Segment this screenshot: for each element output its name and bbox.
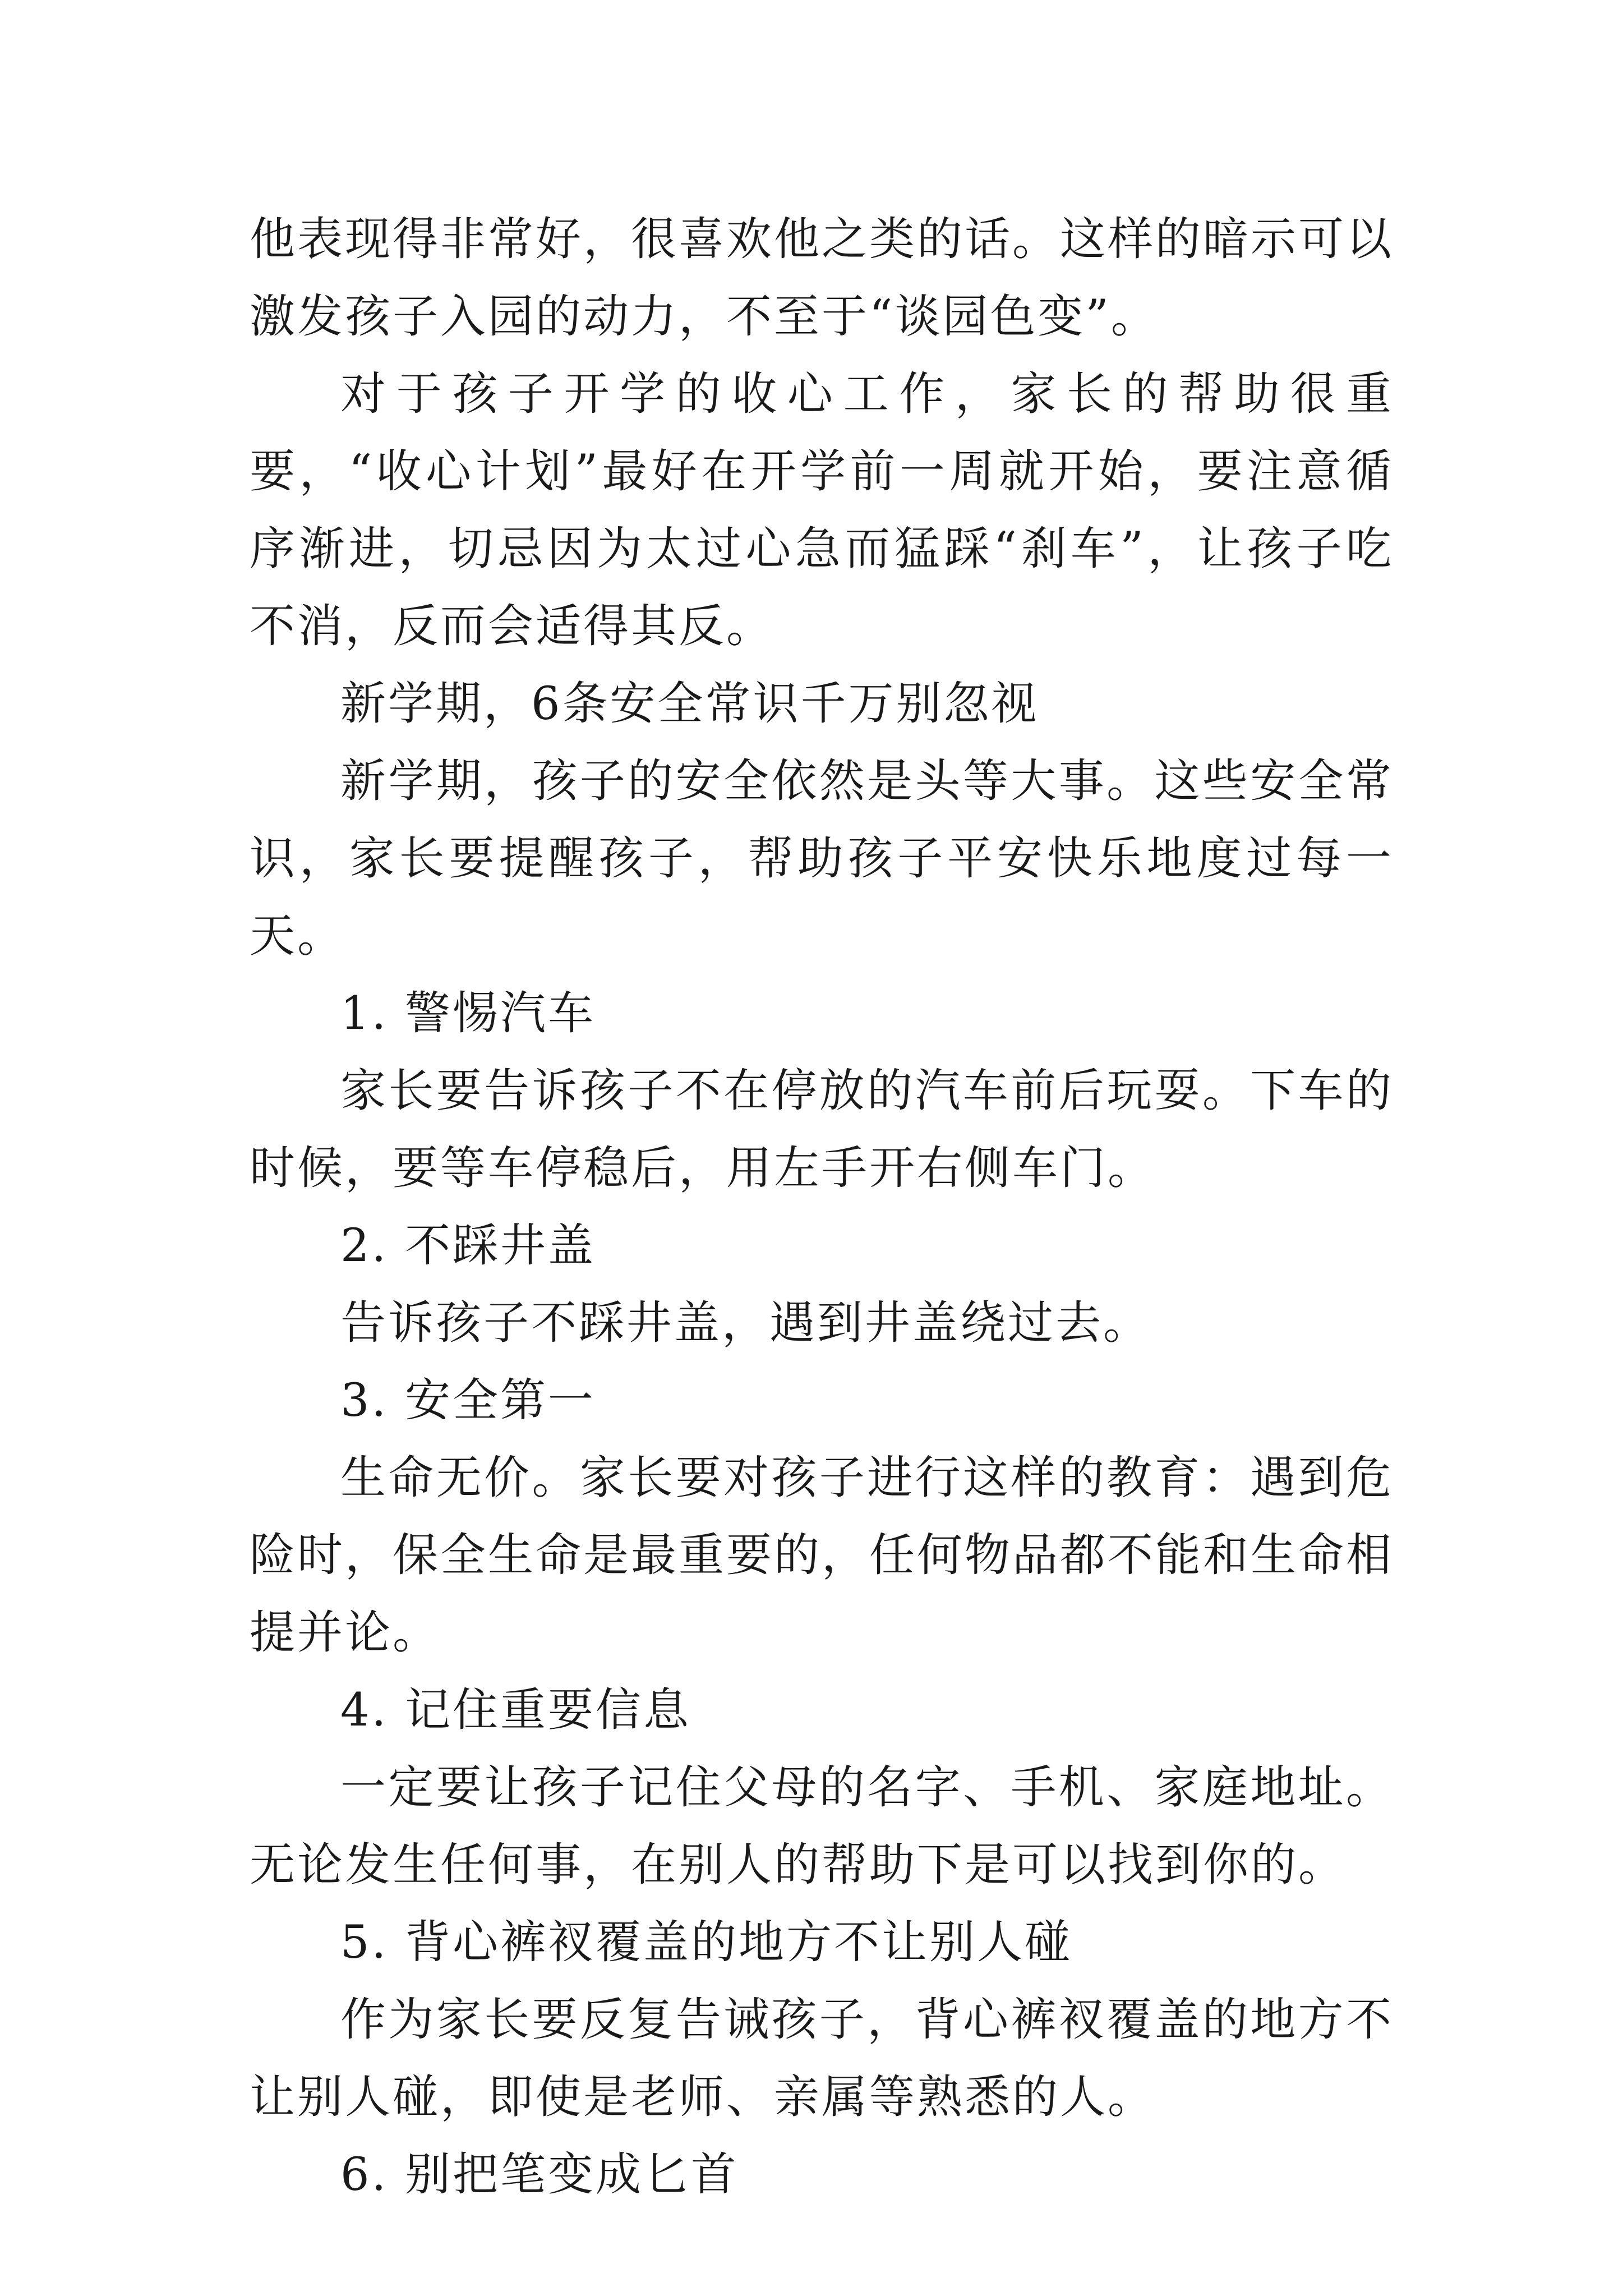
list-body-3: 生命无价。家长要对孩子进行这样的教育：遇到危险时，保全生命是最重要的，任何物品都不能和生命相提并论。 [250, 1452, 1394, 1659]
paragraph-continuation: 他表现得非常好，很喜欢他之类的话。这样的暗示可以激发孩子入园的动力，不至于“谈园色变”。 [250, 213, 1394, 343]
paragraph-safety-intro: 新学期，孩子的安全依然是头等大事。这些安全常识，家长要提醒孩子，帮助孩子平安快乐地度过每一天。 [250, 755, 1394, 963]
section-heading-safety: 新学期，6条安全常识千万别忽视 [340, 678, 1039, 730]
body-text [250, 201, 1394, 2214]
list-heading-1: 1. 警惕汽车 [340, 987, 596, 1040]
list-heading-2: 2. 不踩井盖 [340, 1220, 596, 1272]
list-heading-3: 3. 安全第一 [340, 1374, 596, 1427]
list-body-2: 告诉孩子不踩井盖，遇到井盖绕过去。 [340, 1297, 1151, 1350]
list-body-5: 作为家长要反复告诫孩子，背心裤衩覆盖的地方不让别人碰，即使是老师、亲属等熟悉的人。 [250, 1994, 1394, 2124]
paragraph-return-plan: 对于孩子开学的收心工作，家长的帮助很重要，“收心计划”最好在开学前一周就开始，要注意循序渐进，切忌因为太过心急而猛踩“刹车”，让孩子吃不消，反而会适得其反。 [250, 368, 1394, 653]
list-body-4: 一定要让孩子记住父母的名字、手机、家庭地址。无论发生任何事，在别人的帮助下是可以找到你的。 [250, 1761, 1394, 1892]
list-body-1: 家长要告诉孩子不在停放的汽车前后玩耍。下车的时候，要等车停稳后，用左手开右侧车门。 [250, 1065, 1394, 1195]
list-heading-6: 6. 别把笔变成匕首 [340, 2148, 739, 2201]
list-heading-4: 4. 记住重要信息 [340, 1684, 691, 1737]
list-heading-5: 5. 背心裤衩覆盖的地方不让别人碰 [340, 1916, 1073, 1969]
